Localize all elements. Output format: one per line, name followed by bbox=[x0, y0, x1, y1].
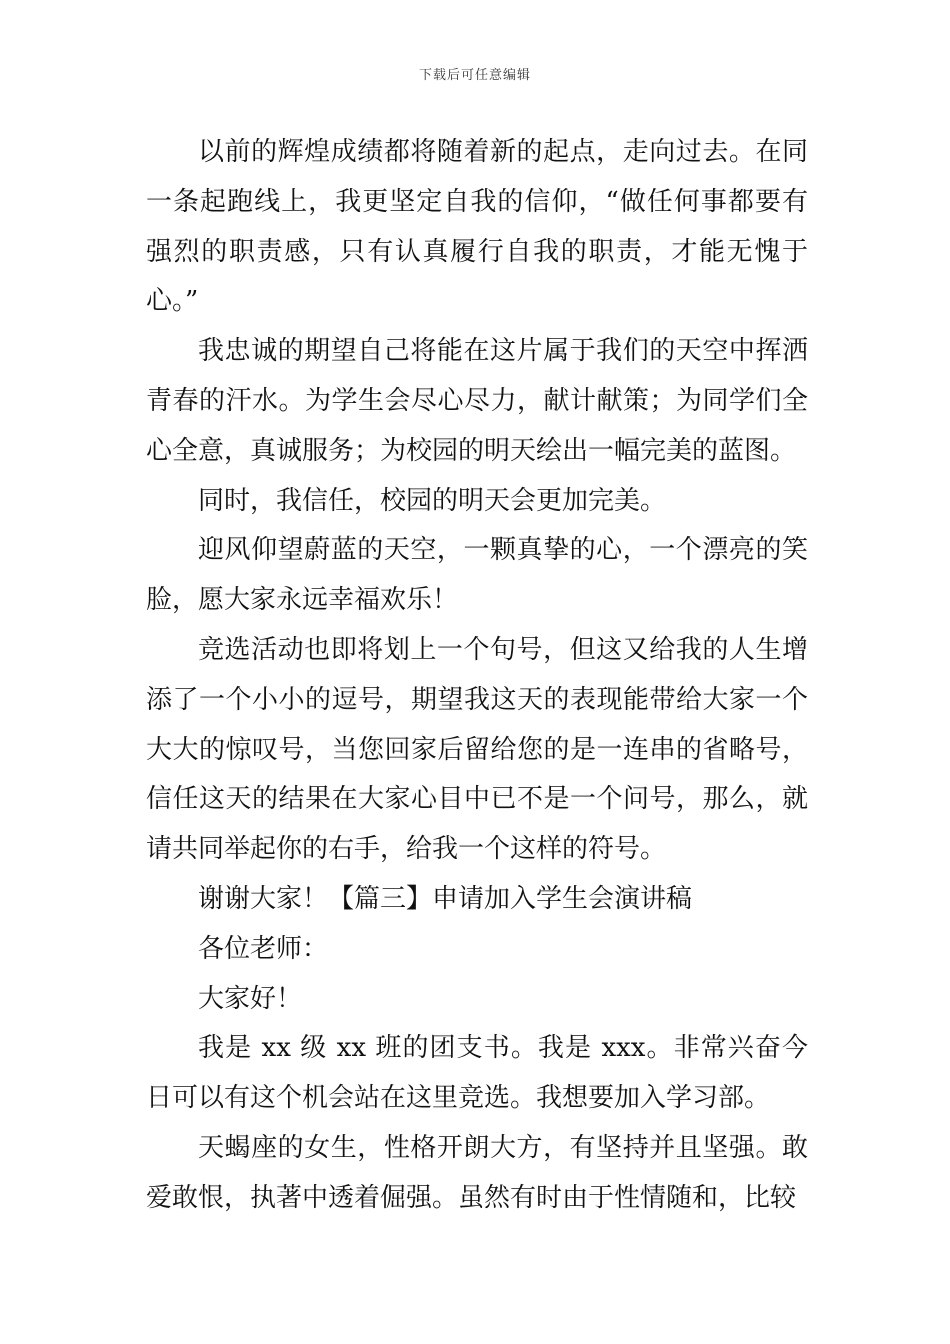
paragraph-6-section-title: 谢谢大家！【篇三】申请加入学生会演讲稿 bbox=[198, 883, 693, 914]
paragraph-7-salutation: 各位老师： bbox=[198, 933, 329, 964]
paragraph-1: 以前的辉煌成绩都将随着新的起点，走向过去。在同一条起跑线上，我更坚定自我的信仰，“做任何事都要有强烈的职责感，只有认真履行自我的职责，才能无愧于心。” bbox=[146, 137, 808, 317]
paragraph-4: 迎风仰望蔚蓝的天空，一颗真挚的心，一个漂亮的笑脸，愿大家永远幸福欢乐！ bbox=[146, 535, 808, 616]
paragraph-9: 我是 xx 级 xx 班的团支书。我是 xxx。非常兴奋今日可以有这个机会站在这里竞选。我想要加入学习部。 bbox=[146, 1033, 808, 1114]
paragraph-3: 同时，我信任，校园的明天会更加完美。 bbox=[198, 485, 667, 516]
page-header-note: 下载后可任意编辑 bbox=[418, 68, 531, 83]
paragraph-5: 竞选活动也即将划上一个句号，但这又给我的人生增添了一个小小的逗号，期望我这天的表现能带给大家一个大大的惊叹号，当您回家后留给您的是一连串的省略号，信任这天的结果在大家心目中已不是一个问号，那么，就请共同举起你的右手，给我一个这样的符号。 bbox=[146, 634, 808, 865]
paragraph-10: 天蝎座的女生，性格开朗大方，有坚持并且坚强。敢爱敢恨，执著中透着倔强。虽然有时由于性情随和，比较 bbox=[146, 1132, 808, 1213]
paragraph-2: 我忠诚的期望自己将能在这片属于我们的天空中挥洒青春的汗水。为学生会尽心尽力，献计献策；为同学们全心全意，真诚服务；为校园的明天绘出一幅完美的蓝图。 bbox=[146, 336, 808, 466]
paragraph-8-greeting: 大家好！ bbox=[198, 983, 303, 1014]
document-body bbox=[146, 128, 808, 1224]
